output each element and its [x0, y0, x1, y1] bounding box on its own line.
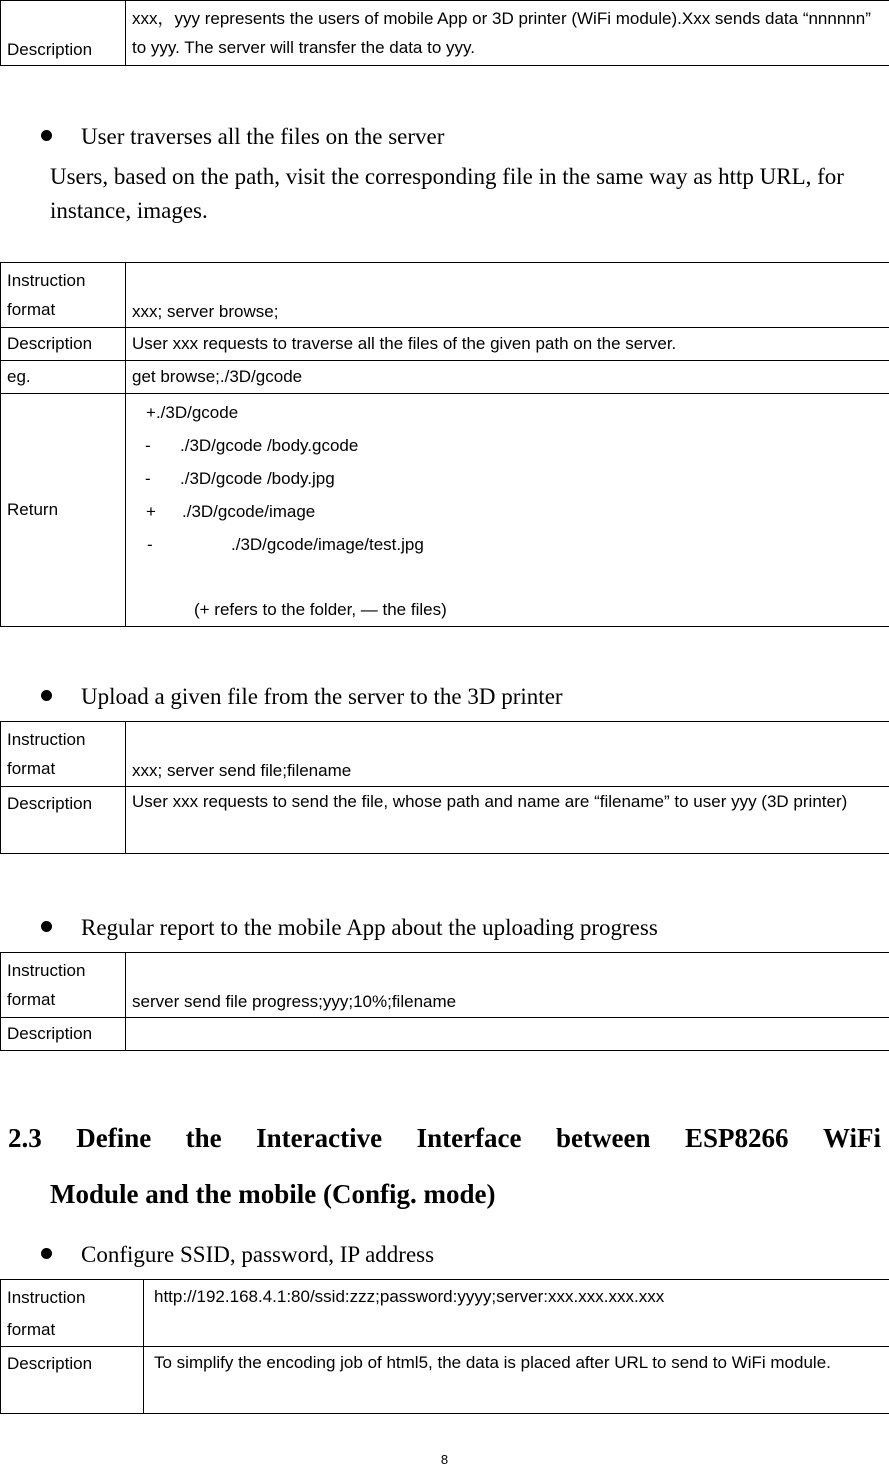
config-row-label: Instruction format [1, 1280, 144, 1347]
section-heading-line2: Module and the mobile (Config. mode) [50, 1179, 496, 1209]
config-row-value: To simplify the encoding job of html5, the data is placed after URL to send to WiFi module. [144, 1347, 889, 1414]
progress-table [0, 952, 889, 1051]
upload-row-value: User xxx requests to send the file, whose path and name are “filename” to user yyy (3D printer) [126, 787, 889, 854]
top-table [0, 0, 889, 66]
top-table-text: xxx，yyy represents the users of mobile App or 3D printer (WiFi module).Xxx sends data “nnnnnn” to yyy. The server will transfer the data to yyy. [126, 1, 889, 66]
bullet-upload [41, 682, 563, 712]
section-heading-line1: 2.3 Define the Interactive Interface between ESP8266 WiFi [8, 1110, 881, 1166]
upload-row-label: Instruction format [1, 722, 126, 787]
config-row-value: http://192.168.4.1:80/ssid:zzz;password:yyyy;server:xxx.xxx.xxx.xxx [144, 1280, 889, 1347]
return-line: + ./3D/gcode/image [146, 502, 316, 521]
progress-row-value: server send file progress;yyy;10%;filename [126, 953, 889, 1018]
bullet-config [41, 1240, 434, 1270]
progress-row-value [126, 1018, 889, 1051]
upload-row-label: Description [1, 787, 126, 854]
return-line: - ./3D/gcode/image/test.jpg [147, 535, 424, 554]
return-line: +./3D/gcode [146, 403, 239, 422]
top-table-label: Description [1, 1, 126, 66]
bullet-dot-icon [41, 1248, 52, 1259]
progress-row-label: Description [1, 1018, 126, 1051]
bullet-browse-text: User traverses all the files on the server [81, 124, 445, 149]
return-line: - ./3D/gcode /body.gcode [145, 436, 359, 455]
browse-row-label: eg. [1, 361, 126, 394]
config-row-label: Description [1, 1347, 144, 1414]
browse-row-label: Instruction format [1, 263, 126, 328]
bullet-progress [41, 913, 658, 943]
bullet-config-text: Configure SSID, password, IP address [81, 1242, 435, 1267]
progress-row-label: Instruction format [1, 953, 126, 1018]
return-label: Return [1, 394, 126, 627]
page-number: 8 [440, 1452, 449, 1467]
return-line: - ./3D/gcode /body.jpg [145, 469, 335, 488]
bullet-browse [41, 122, 444, 152]
upload-table [0, 721, 889, 854]
upload-row-value: xxx; server send file;filename [126, 722, 889, 787]
bullet-dot-icon [41, 690, 52, 701]
bullet-dot-icon [41, 921, 52, 932]
browse-row-label: Description [1, 328, 126, 361]
browse-row-value: User xxx requests to traverse all the files of the given path on the server. [126, 328, 889, 361]
bullet-progress-text: Regular report to the mobile App about the uploading progress [81, 915, 658, 940]
config-table [0, 1279, 889, 1414]
section-heading [8, 1110, 881, 1222]
browse-row-value: get browse;./3D/gcode [126, 361, 889, 394]
browse-table [0, 262, 889, 627]
bullet-dot-icon [41, 130, 52, 141]
return-note: (+ refers to the folder, — the files) [194, 600, 447, 619]
browse-paragraph: Users, based on the path, visit the corresponding file in the same way as http URL, for instance, images. [50, 164, 844, 223]
heading-number: 2.3 [8, 1123, 42, 1153]
bullet-upload-text: Upload a given file from the server to the 3D printer [81, 684, 563, 709]
return-listing [126, 394, 889, 627]
browse-row-value: xxx; server browse; [126, 263, 889, 328]
